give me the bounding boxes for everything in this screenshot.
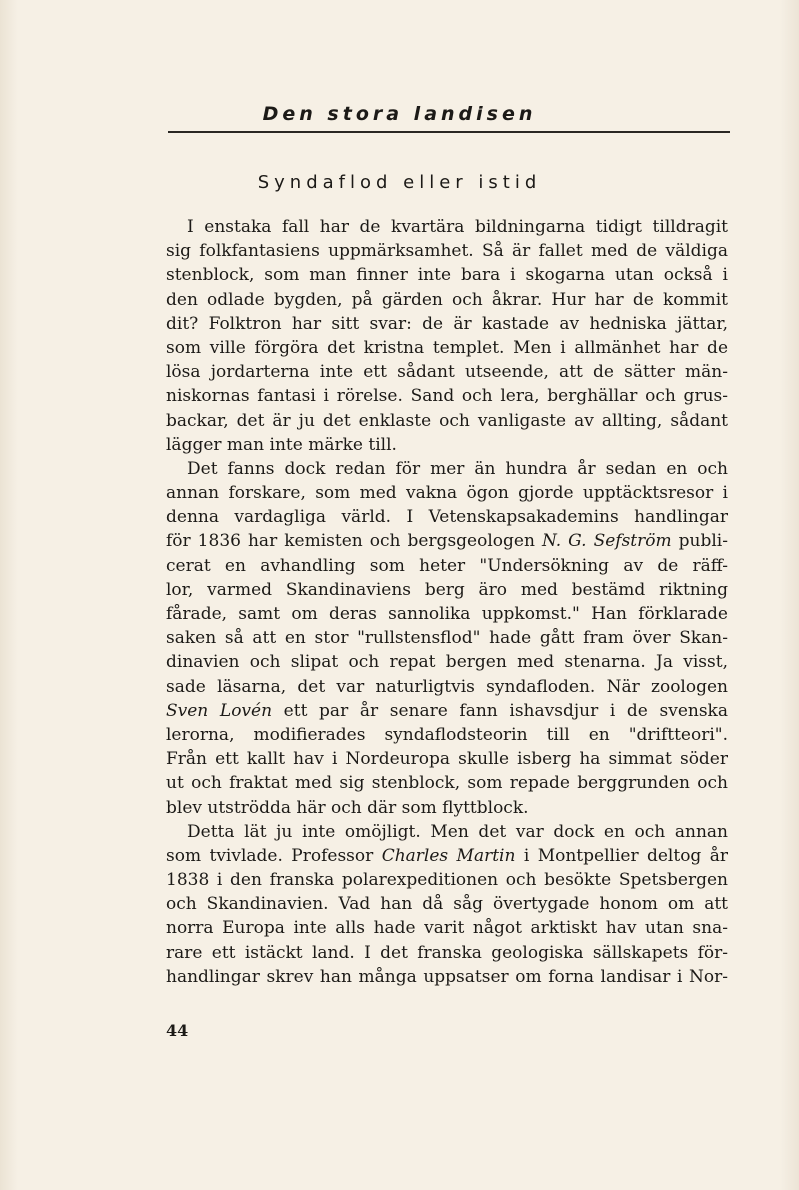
- text-line: Det fanns dock redan för mer än hundra år sedan en och: [187, 458, 728, 479]
- text-line: niskornas fantasi i rörelse. Sand och lera, berghällar och grus-: [166, 386, 728, 407]
- text-line: och Skandinavien. Vad han då såg övertygade honom om att: [166, 894, 728, 915]
- text-line: backar, det är ju det enklaste och vanligaste av allting, sådant: [166, 410, 728, 431]
- text-line: norra Europa inte alls hade varit något arktiskt hav utan sna-: [166, 918, 728, 939]
- text-line: lor, varmed Skandinaviens berg äro med bestämd riktning: [166, 579, 728, 600]
- text-line: annan forskare, som med vakna ögon gjorde upptäcktsresor i: [166, 483, 728, 504]
- text-line: blev utströdda här och där som flyttblock.: [166, 797, 529, 818]
- text-line: som tvivlade. Professor Charles Martin i Montpellier deltog år: [166, 845, 728, 866]
- text-line: Från ett kallt hav i Nordeuropa skulle isberg ha simmat söder: [166, 749, 728, 770]
- text-line: för 1836 har kemisten och bergsgeologen N. G. Sefström publi-: [166, 531, 728, 552]
- text-line: ut och fraktat med sig stenblock, som repade berggrunden och: [166, 773, 728, 794]
- page-number: 44: [166, 1021, 189, 1040]
- text-line: rare ett istäckt land. I det franska geologiska sällskapets för-: [166, 942, 728, 963]
- text-line: lägger man inte märke till.: [166, 434, 397, 455]
- text-line: Sven Lovén ett par år senare fann ishavsdjur i de svenska: [166, 700, 728, 721]
- text-line: som ville förgöra det kristna templet. Men i allmänhet har de: [166, 337, 728, 358]
- italic-name: Sven Lovén: [166, 700, 273, 721]
- text-line: dit? Folktron har sitt svar: de är kastade av hedniska jättar,: [166, 313, 728, 334]
- text-line: lerorna, modifierades syndaflodsteorin till en "driftteori".: [166, 724, 728, 745]
- text-line: fårade, samt om deras sannolika uppkomst." Han förklarade: [166, 604, 728, 624]
- text-line: 1838 i den franska polarexpeditionen och besökte Spetsbergen: [166, 870, 728, 891]
- text-line: lösa jordarterna inte ett sådant utseende, att de sätter män-: [166, 362, 728, 383]
- text-line: den odlade bygden, på gärden och åkrar. Hur har de kommit: [166, 289, 728, 310]
- text-line: sade läsarna, det var naturligtvis syndafloden. När zoologen: [166, 676, 728, 697]
- text-line: saken så att en stor "rullstensflod" hade gått fram över Skan-: [166, 628, 728, 649]
- section-title: Syndaflod eller istid: [257, 172, 542, 193]
- text-line: stenblock, som man finner inte bara i skogarna utan också i: [166, 265, 728, 286]
- text-line: dinavien och slipat och repat bergen med stenarna. Ja visst,: [166, 652, 728, 673]
- italic-name: N. G. Sefström: [541, 531, 672, 552]
- text-line: handlingar skrev han många uppsatser om forna landisar i Nor-: [166, 966, 728, 987]
- text-line: cerat en avhandling som heter "Undersökning av de räff-: [166, 555, 728, 576]
- header-rule: [168, 131, 730, 133]
- body-text: [166, 215, 728, 989]
- italic-name: Charles Martin: [381, 845, 516, 866]
- text-line: Detta lät ju inte omöjligt. Men det var dock en och annan: [187, 821, 728, 842]
- text-line: denna vardagliga värld. I Vetenskapsakademins handlingar: [166, 507, 728, 528]
- text-line: I enstaka fall har de kvartära bildningarna tidigt tilldragit: [187, 217, 728, 237]
- text-line: sig folkfantasiens uppmärksamhet. Så är fallet med de väldiga: [166, 241, 728, 262]
- running-head: Den stora landisen: [262, 103, 537, 125]
